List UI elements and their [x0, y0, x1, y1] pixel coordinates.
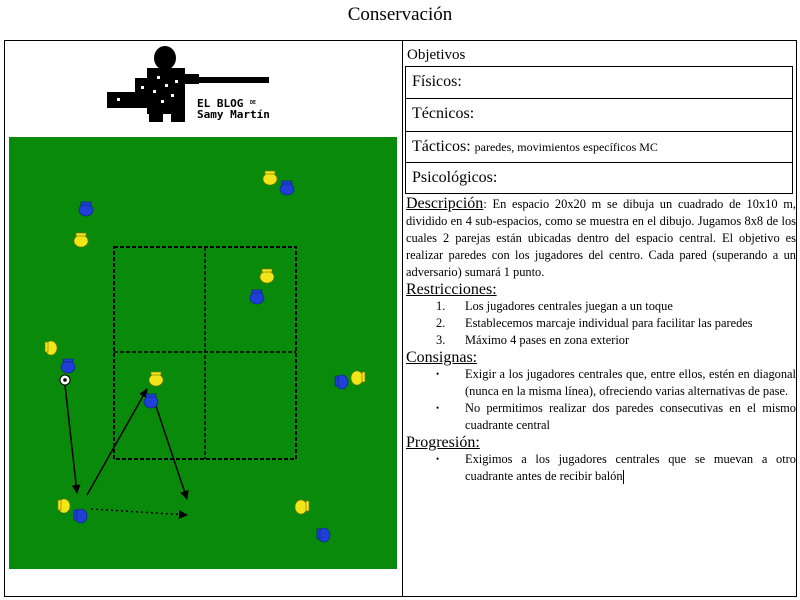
- player-yellow: [45, 341, 57, 355]
- descripcion-heading: Descripción: [406, 195, 484, 212]
- list-item: 1. Los jugadores centrales juegan a un toque: [436, 299, 673, 313]
- player-blue: [335, 375, 348, 389]
- blog-logo: [105, 44, 295, 122]
- list-item: 2. Establecemos marcaje individual para facilitar las paredes: [436, 316, 753, 330]
- consignas-heading: Consignas:: [406, 349, 478, 366]
- player-blue: [61, 359, 75, 373]
- objective-name: Físicos:: [412, 73, 462, 90]
- session-details: [406, 195, 796, 485]
- player-blue: [79, 202, 93, 216]
- player-blue: [317, 528, 330, 542]
- descripcion-section: Descripción: En espacio 20x20 m se dibuja un cuadrado de 10x10 m, dividido en 4 sub-espacios, como se muestra en el dibujo. Jugamos 8x8 de los cuales 2 parejas están ubicadas dentro del espacio central. El objetivo es realizar paredes con los jugadores del centro. Cada pared (superando a un adversario) sumará 1 punto.: [406, 195, 796, 279]
- consignas-list: [406, 366, 796, 434]
- restricciones-list: [406, 298, 796, 349]
- list-item: 3. Máximo 4 pases en zona exterior: [436, 333, 630, 347]
- objective-name: Tácticos:: [412, 138, 471, 155]
- objective-value: paredes, movimientos específicos MC: [474, 140, 658, 154]
- objective-name: Técnicos:: [412, 105, 475, 122]
- pass-arrow-2: [87, 389, 147, 495]
- run-arrow: [91, 509, 187, 515]
- player-yellow: [260, 269, 274, 283]
- player-blue: [74, 509, 87, 523]
- list-item: • No permitimos realizar dos paredes consecutivas en el mismo cuadrante central: [436, 401, 796, 432]
- field-diagram: [9, 137, 397, 569]
- pass-arrow-3: [155, 403, 187, 499]
- objective-psicologicos: [405, 163, 793, 194]
- descripcion-text: En espacio 20x20 m se dibuja un cuadrado de 10x10 m, dividido en 4 sub-espacios, como se muestra en el dibujo. Jugamos 8x8 de los cuales 2 parejas están ubicadas dentro del espacio central. El objetivo es realizar paredes con los jugadores del centro. Cada pared (superando a un adversario) sumará 1 punto.: [406, 197, 796, 279]
- list-item: • Exigir a los jugadores centrales que, entre ellos, estén en diagonal (nunca en la misma línea), ofreciendo varias alternativas de pase.: [436, 367, 796, 398]
- logo-line2: Samy Martín: [197, 108, 270, 121]
- player-yellow: [149, 372, 163, 386]
- progresion-list: [406, 451, 796, 485]
- pass-arrow-1: [65, 385, 77, 493]
- player-yellow: [351, 371, 365, 385]
- player-blue: [250, 290, 264, 304]
- player-yellow: [58, 499, 70, 513]
- player-yellow: [295, 500, 309, 514]
- text-cursor: [623, 470, 624, 484]
- objective-fisicos: [405, 66, 793, 99]
- training-field: [9, 137, 397, 569]
- logo-superscript: DE: [249, 100, 257, 106]
- logo-line1: EL BLOG: [197, 97, 244, 110]
- objetivos-label: Objetivos: [407, 47, 466, 63]
- player-yellow: [263, 171, 277, 185]
- player-blue: [280, 181, 294, 195]
- ball-icon: [60, 375, 70, 385]
- objective-tecnicos: [405, 99, 793, 132]
- progresion-heading: Progresión:: [406, 434, 480, 451]
- list-item: • Exigimos a los jugadores centrales que se muevan a otro cuadrante antes de recibir balón: [436, 452, 796, 483]
- page-title: Conservación: [347, 4, 453, 25]
- player-blue: [144, 394, 158, 408]
- objective-name: Psicológicos:: [412, 169, 498, 186]
- objective-tacticos: [405, 132, 793, 163]
- restricciones-heading: Restricciones:: [406, 281, 497, 298]
- column-divider: [402, 40, 403, 597]
- player-yellow: [74, 233, 88, 247]
